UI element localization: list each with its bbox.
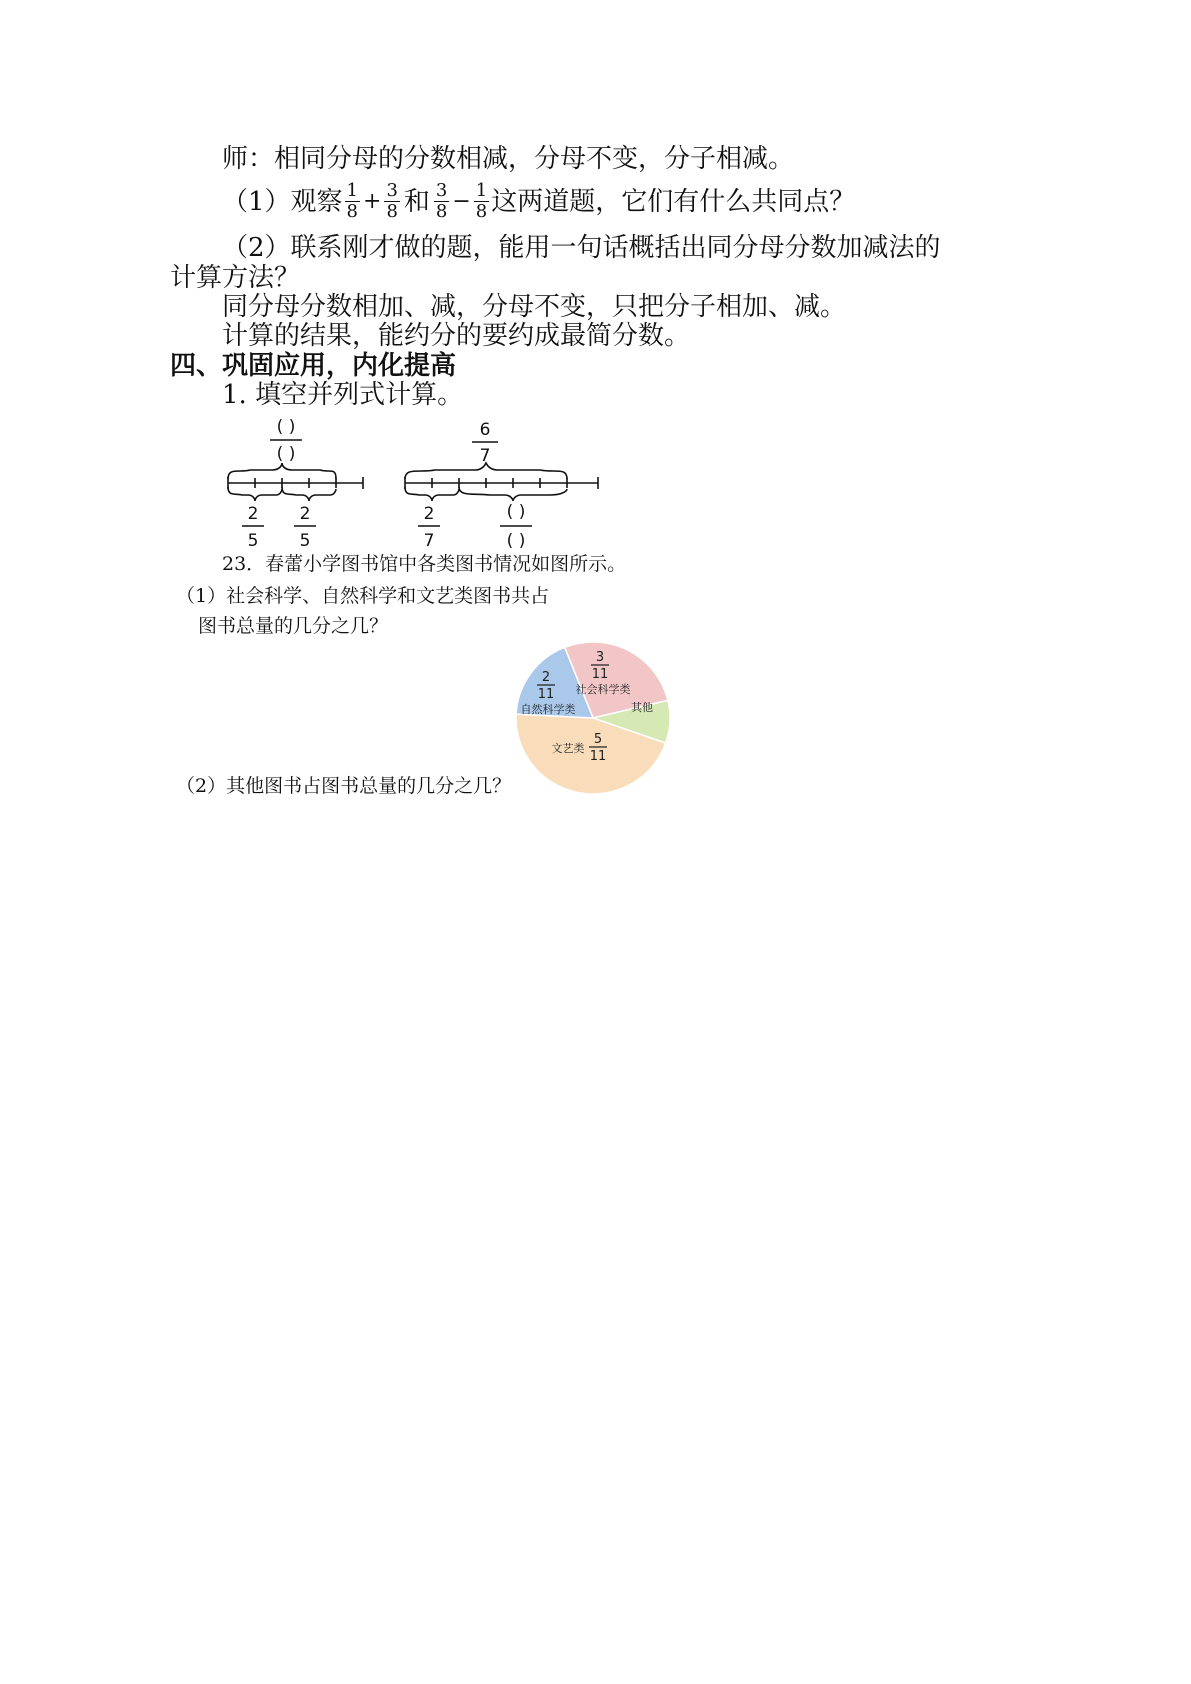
left-bottom2-num: 2 [299,504,311,524]
slice-literature-den: 11 [589,749,607,764]
left-bottom1-den: 5 [247,531,259,551]
problem-23-q1-a: （1）社会科学、自然科学和文艺类图书共占 [176,585,550,607]
right-top-num: 6 [479,420,491,440]
fraction-3-8-a: $\frac{3}{8}$ [386,180,398,222]
observe-prefix: （1）观察 [222,186,343,217]
right-bottom2-num: ( ) [506,502,526,522]
line-summarize-a: （2）联系刚才做的题，能用一句话概括出同分母分数加减法的 [222,233,941,263]
left-bottom-brace-1 [228,487,282,501]
left-bottom1-num: 2 [247,504,259,524]
left-top-num: ( ) [276,417,296,437]
line-teacher-rule: 师：相同分母的分数相减，分母不变，分子相减。 [222,144,795,174]
line-rule: 同分母分数相加、减，分母不变，只把分子相加、减。 [222,292,847,322]
problem-23-q1-b: 图书总量的几分之几？ [198,615,389,637]
fraction-1-8: $\frac{1}{8}$ [346,180,358,222]
and-word: 和 [403,186,430,217]
section-heading: 四、巩固应用，内化提高 [170,351,457,381]
slice-natural-den: 11 [537,687,555,702]
observe-suffix: 这两道题，它们有什么共同点？ [491,186,856,217]
problem-23-q2: （2）其他图书占图书总量的几分之几？ [176,775,512,797]
minus-sign: − [452,188,471,214]
right-bottom-brace-2 [459,487,567,501]
slice-literature-num: 5 [593,732,603,747]
exercise-1: 1. 填空并列式计算。 [222,380,464,410]
left-top-den: ( ) [276,444,296,464]
left-top-brace [228,463,336,479]
right-bottom2-den: ( ) [506,531,526,551]
fraction-1-8-b: $\frac{1}{8}$ [475,180,488,222]
book-category-pie-chart [505,630,685,810]
slice-natural-label: 自然科学类 [520,703,576,716]
problem-23-title: 23．春蕾小学图书馆中各类图书情况如图所示。 [222,553,627,575]
left-bottom2-den: 5 [299,531,311,551]
line-simplify: 计算的结果，能约分的要约成最简分数。 [222,321,691,351]
slice-literature-label: 文艺类 [551,742,585,755]
slice-natural-num: 2 [541,670,551,685]
slice-social-label: 社会科学类 [575,683,631,696]
right-bottom1-num: 2 [423,504,435,524]
fraction-3-8-b: $\frac{3}{8}$ [435,180,448,222]
line-summarize-b: 计算方法？ [170,263,301,293]
slice-social-den: 11 [591,667,609,682]
slice-social-num: 3 [595,650,605,665]
right-top-den: 7 [479,446,491,466]
left-bottom-brace-2 [282,487,336,501]
number-line-diagrams [220,415,620,555]
line-observe [222,181,855,222]
slice-other-label: 其他 [631,701,653,714]
right-bottom1-den: 7 [423,531,435,551]
plus-sign: + [363,188,382,214]
right-bottom-brace-1 [405,487,459,501]
